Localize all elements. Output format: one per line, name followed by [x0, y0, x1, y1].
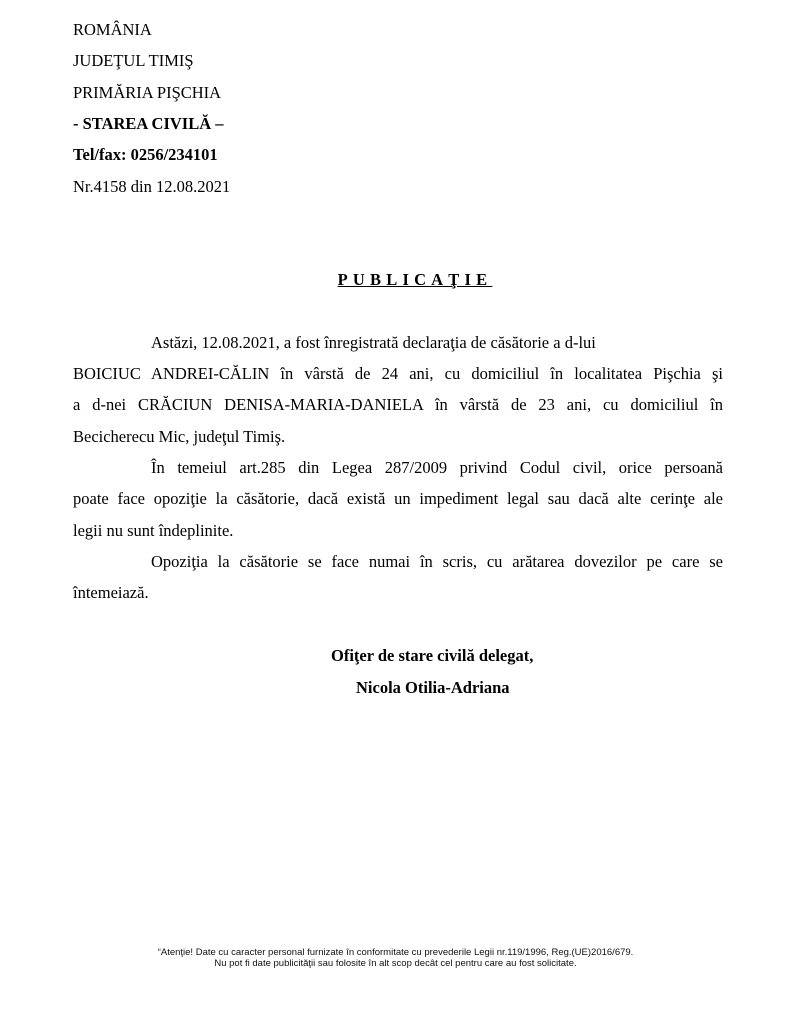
paragraph-2-line-2: poate face opoziţie la căsătorie, dacă există un impediment legal sau dacă alte cerinţe ale	[73, 489, 723, 508]
footer-notice-line-1: “Atenţie! Date cu caracter personal furnizate în conformitate cu prevederile Legii nr.119/1996, Reg.(UE)2016/679.	[157, 947, 634, 958]
paragraph-2-line-3: legii nu sunt îndeplinite.	[73, 521, 234, 540]
paragraph-3-line-1: Opoziţia la căsătorie se face numai în scris, cu arătarea dovezilor pe care se	[151, 552, 723, 571]
header-townhall: PRIMĂRIA PIŞCHIA	[73, 83, 222, 102]
header-phone: Tel/fax: 0256/234101	[73, 145, 218, 164]
header-country: ROMÂNIA	[73, 20, 152, 39]
registration-number: Nr.4158 din 12.08.2021	[73, 177, 231, 196]
signature-role: Ofiţer de stare civilă delegat,	[331, 646, 534, 665]
paragraph-1-line-4: Becicherecu Mic, judeţul Timiş.	[73, 427, 286, 446]
header-county: JUDEŢUL TIMIŞ	[73, 51, 194, 70]
document-title: PUBLICAŢIE	[337, 270, 493, 289]
signature-name: Nicola Otilia-Adriana	[356, 678, 510, 697]
footer-notice-line-2: Nu pot fi date publicităţii sau folosite în alt scop decât cel pentru care au fost solicitate.	[214, 958, 577, 969]
paragraph-1-line-1: Astăzi, 12.08.2021, a fost înregistrată declaraţia de căsătorie a d-lui	[151, 333, 596, 352]
paragraph-1-line-2: BOICIUC ANDREI-CĂLIN în vârstă de 24 ani, cu domiciliul în localitatea Pişchia şi	[73, 364, 723, 383]
paragraph-2-line-1: În temeiul art.285 din Legea 287/2009 privind Codul civil, orice persoană	[151, 458, 723, 477]
paragraph-1-line-3: a d-nei CRĂCIUN DENISA-MARIA-DANIELA în vârstă de 23 ani, cu domiciliul în	[73, 395, 723, 414]
paragraph-3-line-2: întemeiază.	[73, 583, 149, 602]
header-department: - STAREA CIVILĂ –	[73, 114, 224, 133]
